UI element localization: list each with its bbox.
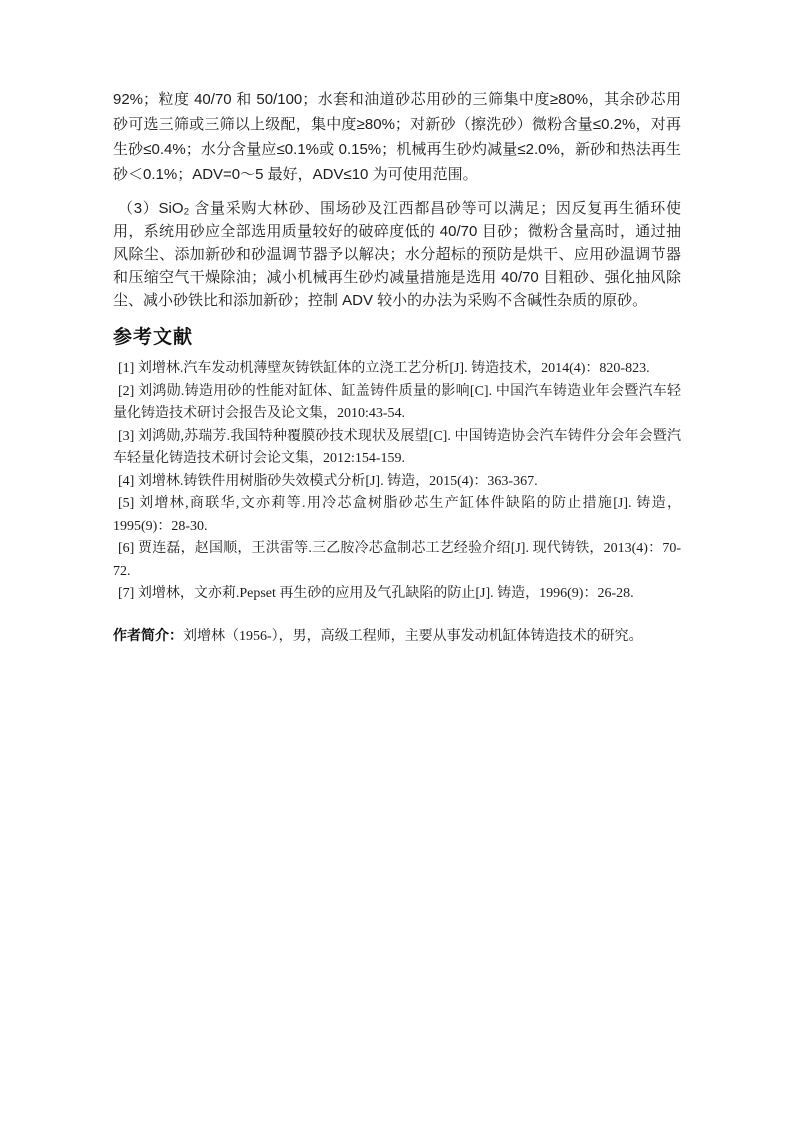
body-paragraph-continuation: 92%；粒度 40/70 和 50/100；水套和油道砂芯用砂的三筛集中度≥80%，其余砂芯用砂可选三筛或三筛以上级配，集中度≥80%；对新砂（擦洗砂）微粉含量≤0.2%，对再生砂≤0.4%；水分含量应≤0.1%或 0.15%；机械再生砂灼减量≤2.0%，新砂和热法再生砂＜0.1%；ADV=0～5 最好，ADV≤10 为可使用范围。 (113, 91, 681, 183)
reference-item-5: [5] 刘增林,商联华,文亦莉等.用冷芯盒树脂砂芯生产缸体件缺陷的防止措施[J]. 铸造，1995(9)：28-30. (113, 496, 681, 534)
reference-item-6: [6] 贾连磊，赵国顺，王洪雷等.三乙胺冷芯盒制芯工艺经验介绍[J]. 现代铸铁，2013(4)：70-72. (113, 541, 681, 579)
reference-item-7: [7] 刘增林，文亦莉.Pepset 再生砂的应用及气孔缺陷的防止[J]. 铸造，1996(9)：26-28. (118, 586, 634, 601)
author-bio-text: 刘增林（1956-），男，高级工程师，主要从事发动机缸体铸造技术的研究。 (183, 628, 643, 644)
body-paragraph-item-3: （3）SiO₂ 含量采购大林砂、围场砂及江西都昌砂等可以满足；因反复再生循环使用，系统用砂应全部选用质量较好的破碎度低的 40/70 目砂；微粉含量高时，通过抽风除尘、添加新砂和砂温调节器予以解决；水分超标的预防是烘干、应用砂温调节器和压缩空气干燥除油；减小机械再生砂灼减量措施是选用 40/70 目粗砂、强化抽风除尘、减小砂铁比和添加新砂；控制 ADV 较小的办法为采购不含碱性杂质的原砂。 (113, 200, 681, 309)
reference-item-3: [3] 刘鸿勋,苏瑞芳.我国特种覆膜砂技术现状及展望[C]. 中国铸造协会汽车铸件分会年会暨汽车轻量化铸造技术研讨会论文集，2012:154-159. (113, 428, 681, 466)
reference-item-2: [2] 刘鸿勋.铸造用砂的性能对缸体、缸盖铸件质量的影响[C]. 中国汽车铸造业年会暨汽车轻量化铸造技术研讨会报告及论文集，2010:43-54. (113, 383, 681, 421)
author-bio-label: 作者简介： (113, 626, 183, 643)
reference-item-4: [4] 刘增林.铸铁件用树脂砂失效模式分析[J]. 铸造，2015(4)：363-367. (118, 473, 538, 489)
references-list (113, 358, 681, 606)
references-heading: 参考文献 (113, 327, 194, 348)
author-bio (113, 624, 681, 648)
reference-item-1: [1] 刘增林.汽车发动机薄壁灰铸铁缸体的立浇工艺分析[J]. 铸造技术，2014(4)：820-823. (118, 361, 650, 376)
